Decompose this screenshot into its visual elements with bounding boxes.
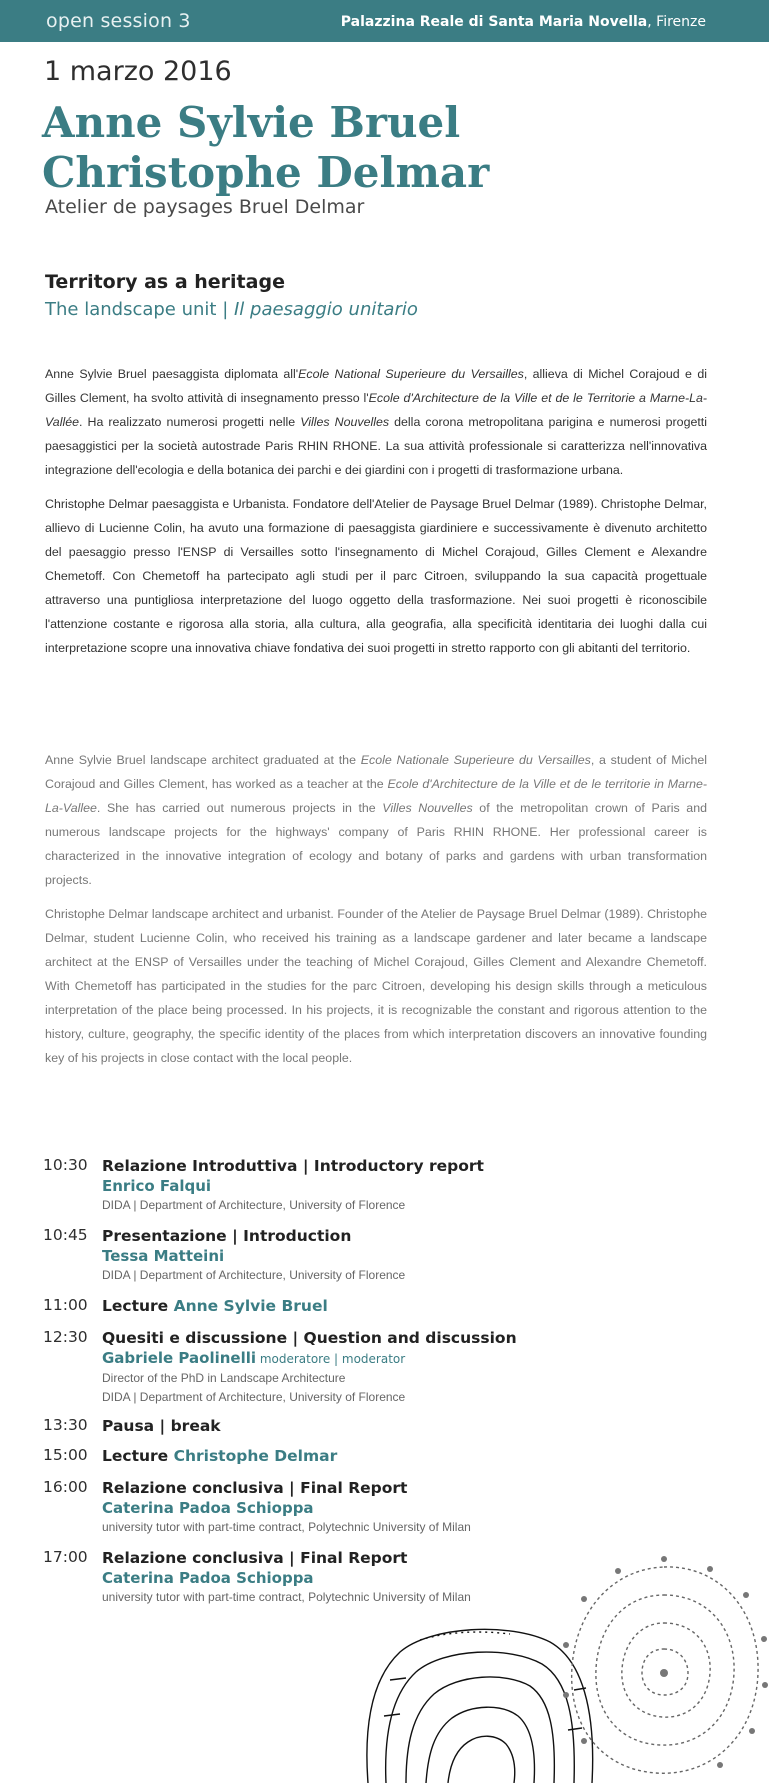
lecture-speaker: Christophe Delmar: [173, 1447, 338, 1465]
program-time: 16:00: [43, 1478, 88, 1496]
program-title: [102, 1446, 683, 1467]
text-run: . She has carried out numerous projects in the: [96, 801, 383, 815]
bio-italian: [45, 362, 707, 670]
lecture-speaker: Anne Sylvie Bruel: [173, 1297, 328, 1315]
text-run: Anne Sylvie Bruel paesaggista diplomata all': [45, 367, 299, 381]
lecture-label: Lecture: [102, 1297, 174, 1315]
program-speaker: [102, 1349, 683, 1369]
program-speaker: Enrico Falqui: [102, 1177, 212, 1195]
program-time: 10:30: [43, 1156, 88, 1174]
program-speaker: Tessa Matteini: [102, 1247, 225, 1265]
text-run-italic: Ecole National Superieure du Versailles: [298, 367, 524, 381]
program-title: Quesiti e discussione | Question and discussion: [102, 1329, 517, 1347]
speaker-names: [42, 98, 489, 198]
program-schedule: [43, 1156, 683, 1608]
speaker-role: moderatore | moderator: [256, 1352, 406, 1366]
text-run: . Ha realizzato numerosi progetti nelle: [78, 415, 301, 429]
text-run: della corona metropolitana parigina e numerosi progetti paesaggistici per la società autostrade Paris RHIN RHONE. La sua attività professionale si caratterizza nell'innovativa integrazione dell'ecologia e della botanica dei parchi e dei giardini con i progetti di trasformazione urbana.: [45, 415, 707, 477]
text-run: , allieva di Michel Corajoud e di Gilles Clement, ha svolto attività di insegnamento presso l': [45, 367, 707, 405]
program-item: [43, 1446, 683, 1478]
text-run-italic: Villes Nouvelles: [382, 801, 473, 815]
program-item: [43, 1156, 683, 1226]
speaker-name-1: Anne Sylvie Bruel: [42, 98, 461, 147]
text-run: Anne Sylvie Bruel landscape architect graduated at the: [45, 753, 361, 767]
program-time: 10:45: [43, 1226, 88, 1244]
dotted-spiral-illustration: [560, 1555, 769, 1783]
program-item: [43, 1226, 683, 1296]
program-affiliation: university tutor with part-time contract, Polytechnic University of Milan: [102, 1520, 471, 1534]
header-bar: [0, 0, 769, 42]
program-title: Relazione conclusiva | Final Report: [102, 1479, 408, 1497]
program-affiliation: DIDA | Department of Architecture, University of Florence: [102, 1390, 406, 1404]
bio-en-paragraph-2: Christophe Delmar landscape architect and urbanist. Founder of the Atelier de Paysage Bruel Delmar (1989). Christophe Delmar, student Lucienne Colin, who received his training as a landscape gardener and later became a landscape architect at the ENSP of Versailles under the teaching of Michel Corajoud, Gilles Clement and Alexandre Chemetoff. With Chemetoff has participated in the studies for the parc Citroen, developing his design skills through a meticulous interpretation of the place being processed. In his projects, it is recognizable the constant and rigorous attention to the history, culture, geography, the specific identity of the places from which interpretation discovers an innovative founding key of his projects in close contact with the local people.: [45, 907, 707, 1065]
program-time: 15:00: [43, 1446, 88, 1464]
program-item: [43, 1328, 683, 1416]
subtitle-it: Il paesaggio unitario: [233, 299, 418, 320]
program-title: Pausa | break: [102, 1417, 221, 1435]
text-run-italic: Villes Nouvelles: [300, 415, 390, 429]
program-title: Relazione conclusiva | Final Report: [102, 1549, 408, 1567]
program-item: [43, 1416, 683, 1446]
program-affiliation: DIDA | Department of Architecture, University of Florence: [102, 1268, 406, 1282]
text-run-italic: Ecole d'Architecture de la Ville et de le territorie in Marne-La-Vallee: [45, 777, 708, 815]
program-speaker: Caterina Padoa Schioppa: [102, 1499, 314, 1517]
program-title: Relazione Introduttiva | Introductory report: [102, 1157, 484, 1175]
session-label: open session 3: [46, 10, 191, 32]
speaker-name-2: Christophe Delmar: [42, 148, 490, 197]
speaker-name: Gabriele Paolinelli: [102, 1349, 256, 1367]
subtitle-en: The landscape unit |: [45, 299, 234, 320]
program-time: 11:00: [43, 1296, 88, 1314]
venue-name: Palazzina Reale di Santa Maria Novella: [340, 14, 648, 30]
lecture-label: Lecture: [102, 1447, 174, 1465]
atelier-name: Atelier de paysages Bruel Delmar: [45, 196, 365, 218]
venue-label: [341, 14, 706, 30]
program-item: [43, 1296, 683, 1328]
text-run-italic: Ecole Nationale Superieure du Versailles: [360, 753, 591, 767]
program-affiliation: Director of the PhD in Landscape Architecture: [102, 1371, 346, 1385]
program-affiliation: DIDA | Department of Architecture, University of Florence: [102, 1198, 406, 1212]
program-speaker: Caterina Padoa Schioppa: [102, 1569, 314, 1587]
text-run: of the metropolitan crown of Paris and numerous landscape projects for the highways' company of Paris RHIN RHONE. Her professional career is characterized in the innovative integration of ecology and botany of parks and gardens with urban transformation projects.: [45, 801, 707, 887]
bio-en-paragraph-1: [45, 748, 707, 892]
text-run: , a student of Michel Corajoud and Gilles Clement, has worked as a teacher at the: [45, 753, 707, 791]
program-time: 17:00: [43, 1548, 88, 1566]
bio-it-paragraph-1: [45, 362, 707, 482]
text-run-italic: Ecole d'Architecture de la Ville et de le Territorie a Marne-La-Vallée: [45, 391, 708, 429]
program-time: 13:30: [43, 1416, 88, 1434]
program-time: 12:30: [43, 1328, 88, 1346]
bio-english: [45, 748, 707, 1080]
venue-city: , Firenze: [647, 14, 706, 30]
bio-it-paragraph-2: Christophe Delmar paesaggista e Urbanista. Fondatore dell'Atelier de Paysage Bruel Delmar (1989). Christophe Delmar, allievo di Lucienne Colin, ha avuto una formazione di paesaggista giardiniere e successivamente è divenuto architetto del paesaggio presso l'ENSP di Versailles sotto l'insegnamento di Michel Corajoud, Gilles Clement e Alexandre Chemetoff. Con Chemetoff ha partecipato agli studi per il parc Citroen, sviluppando la sua capacità progettuale attraverso una puntigliosa interpretazione del luogo oggetto della trasformazione. Nei suoi progetti è riconoscibile l'attenzione costante e rigorosa alla storia, alla cultura, alla geografia, alla specificità identitaria dei luoghi dalla cui interpretazione scopre una innovativa chiave fondativa dei suoi progetti in stretto rapporto con gli abitanti del territorio.: [45, 497, 707, 655]
section-title: Territory as a heritage: [45, 271, 285, 293]
program-affiliation: university tutor with part-time contract, Polytechnic University of Milan: [102, 1590, 471, 1604]
program-title: Presentazione | Introduction: [102, 1227, 352, 1245]
section-subtitle: [45, 299, 418, 320]
program-title: [102, 1296, 683, 1317]
program-item: [43, 1478, 683, 1548]
event-date: 1 marzo 2016: [44, 56, 232, 87]
